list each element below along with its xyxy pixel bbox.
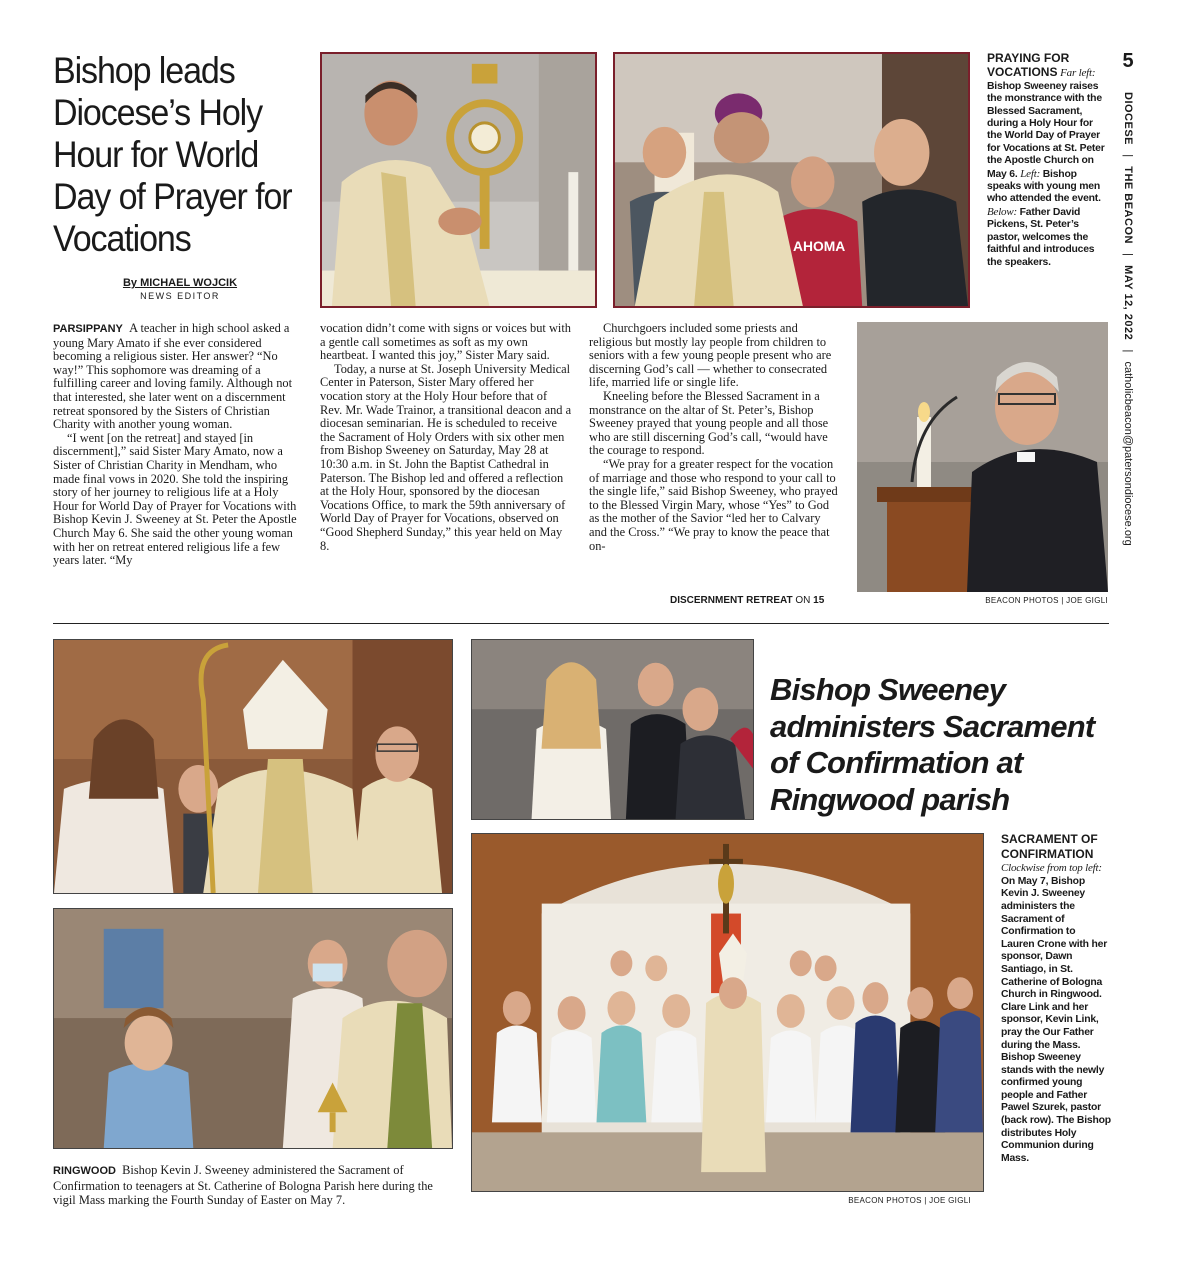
caption-confirmation-text: On May 7, Bishop Kevin J. Sweeney administers the Sacrament of Confirmation to Lauren Crone with her sponsor, Dawn Santiago, in St. Catherine of Bologna Church in Ringwood. Clare Link and her sponsor, Kevin Link, pray the Our Father during the Mass. Bishop Sweeney stands with the newly confirmed young people and Father Pawel Szurek, pastor (back row). The Bishop distributes Holy Communion during Mass.	[1001, 875, 1111, 1164]
photo-group-image	[472, 834, 983, 1191]
article-column-3	[589, 322, 841, 553]
col2-para1: vocation didn’t come with signs or voices but with a gentle call sometimes as soft as my own heartbeat. I wanted this joy,” Sister Mary said.	[320, 321, 571, 363]
photo-our-father-image	[472, 640, 753, 819]
page-sidebar	[1118, 50, 1138, 610]
caption-text-3: Father David Pickens, St. Peter’s pastor, welcomes the faithful and introduces the speakers.	[987, 206, 1095, 268]
sidebar-date: MAY 12, 2022	[1122, 265, 1134, 341]
caption-praying	[987, 52, 1109, 269]
photo-anointing	[53, 639, 453, 894]
col1-para1: A teacher in high school asked a young Mary Amato if she ever considered becoming a religious sister. Her answer? “No way!” This sophomore was dreaming of a fulfilling career and loving family. Although not that interested, she later went on a discernment retreat sponsored by the Sisters of Christian Charity with another young woman.	[53, 321, 293, 432]
photo-monstrance-image	[322, 54, 595, 306]
photo-young-men	[613, 52, 970, 308]
section-divider	[53, 623, 1109, 624]
sidebar-separator-1: |	[1122, 154, 1134, 158]
ringwood-dateline: RINGWOOD	[53, 1165, 116, 1177]
article-headline: Bishop leads Diocese’s Holy Hour for World Day of Prayer for Vocations	[53, 50, 292, 259]
article-column-2	[320, 322, 572, 553]
ringwood-text: Bishop Kevin J. Sweeney administered the Sacrament of Confirmation to teenagers at St. Catherine of Bologna Parish here during the vigil Mass marking the Fourth Sunday of Easter on May 7.	[53, 1163, 433, 1207]
sweatshirt-text: AHOMA	[792, 237, 846, 254]
col3-para2: Kneeling before the Blessed Sacrament in a monstrance on the altar of St. Peter’s, Bishop Sweeney prayed that young people and all those who are still discerning God’s call, “would have the courage to respond.	[589, 388, 829, 458]
sidebar-paper: THE BEACON	[1122, 166, 1134, 244]
photo-credit-2: BEACON PHOTOS | JOE GIGLI	[848, 1196, 971, 1205]
photo-young-men-image	[615, 54, 968, 306]
article-column-1	[53, 322, 303, 568]
byline-author: By MICHAEL WOJCIK	[122, 277, 238, 289]
photo-our-father	[471, 639, 754, 820]
caption-far-left: Far left:	[1060, 67, 1096, 80]
jump-on: ON	[795, 595, 811, 606]
sidebar-website[interactable]: catholicbeacon@patersondiocese.org	[1122, 361, 1134, 546]
col1-para2: “I went [on the retreat] and stayed [in discernment],” said Sister Mary Amato, now a Sister of Christian Charity in Mendham, who made final vows in 2020. She told the inspiring story of her journey to religious life at a Holy Hour for World Day of Prayer for Vocations with Bishop Kevin J. Sweeney at St. Peter the Apostle Church May 6. She said the other young woman with her on retreat entered religious life a few years later. “My	[53, 430, 297, 568]
col3-para1: Churchgoers included some priests and religious but mostly lay people from children to seniors with a few young people present who are discerning God’s call — whether to consecrated life, married life or single life.	[589, 321, 832, 390]
photo-monstrance	[320, 52, 597, 308]
sidebar-separator-2: |	[1122, 253, 1134, 256]
jump-line[interactable]	[670, 595, 845, 606]
caption-text-2: Bishop speaks with young men who attended the event.	[987, 168, 1101, 205]
photo-credit-1: BEACON PHOTOS | JOE GIGLI	[985, 596, 1108, 605]
photo-communion	[53, 908, 453, 1149]
confirmation-headline: Bishop Sweeney administers Sacrament of Confirmation at Ringwood parish	[770, 672, 1095, 817]
caption-confirmation-intro: Clockwise from top left:	[1001, 862, 1102, 875]
col2-para2: Today, a nurse at St. Joseph University Medical Center in Paterson, Sister Mary offered her vocation story at the Holy Hour before that of Rev. Mr. Wade Trainor, a transitional deacon and a diocesan seminarian. He is scheduled to receive the Sacrament of Holy Orders with six other men from Bishop Sweeney on Saturday, May 28 at 10:30 a.m. in St. John the Baptist Cathedral in Paterson. The Bishop led and offered a reflection at the Holy Hour, sponsored by the diocesan Vocations Office, to mark the 59th anniversary of World Day of Prayer for Vocations, observed on “Good Shepherd Sunday,” this year held on May 8.	[320, 361, 572, 553]
sidebar-text	[1118, 92, 1138, 612]
caption-praying-head: PRAYING FOR VOCATIONS	[987, 51, 1070, 80]
caption-confirmation-head: SACRAMENT OF CONFIRMATION	[1001, 832, 1098, 861]
caption-left: Left:	[1020, 167, 1041, 180]
jump-page: 15	[813, 595, 825, 606]
photo-father-pickens	[857, 322, 1108, 592]
caption-below: Below:	[987, 205, 1017, 218]
jump-label: DISCERNMENT RETREAT	[670, 595, 793, 606]
byline	[80, 277, 280, 301]
photo-anointing-image	[54, 640, 452, 893]
sidebar-section: DIOCESE	[1122, 92, 1134, 146]
photo-father-pickens-image	[857, 322, 1108, 592]
caption-text-1: Bishop Sweeney raises the monstrance with the Blessed Sacrament, during a Holy Hour for the World Day of Prayer for Vocations at St. Peter the Apostle Church on May 6.	[987, 80, 1105, 180]
photo-group	[471, 833, 984, 1192]
dateline: PARSIPPANY	[53, 323, 123, 335]
photo-communion-image	[54, 909, 452, 1148]
byline-role: NEWS EDITOR	[140, 291, 220, 301]
caption-confirmation	[1001, 833, 1111, 1165]
page-number: 5	[1122, 50, 1134, 72]
sidebar-separator-3: |	[1122, 349, 1134, 353]
ringwood-caption	[53, 1163, 453, 1208]
col3-para3: “We pray for a greater respect for the vocation of marriage and those who respond to your call to the single life,” said Bishop Sweeney, who prayed to the Blessed Virgin Mary, whose “Yes” to God as the mother of the Savior “led her to Calvary and the Cross.” “We pray to know the peace that on-	[589, 456, 838, 553]
